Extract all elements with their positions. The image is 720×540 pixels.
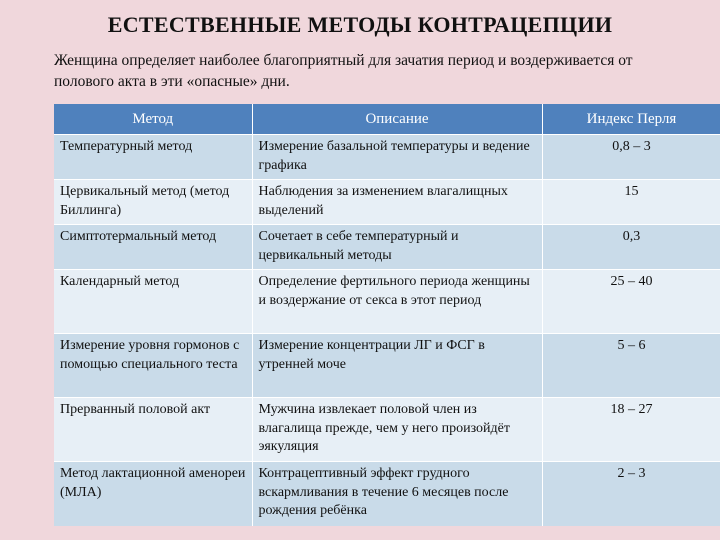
pearl-index-cell: 25 – 40 — [542, 270, 720, 334]
methods-table — [54, 104, 720, 526]
table-row — [54, 462, 720, 526]
description-cell: Сочетает в себе температурный и цервикальный методы — [252, 225, 542, 270]
header-description: Описание — [252, 104, 542, 135]
pearl-index-cell: 0,3 — [542, 225, 720, 270]
description-cell: Измерение концентрации ЛГ и ФСГ в утренней моче — [252, 334, 542, 398]
description-cell: Мужчина извлекает половой член из влагалища прежде, чем у него произойдёт эякуляция — [252, 398, 542, 462]
description-cell: Контрацептивный эффект грудного вскармливания в течение 6 месяцев после рождения ребёнка — [252, 462, 542, 526]
table-row — [54, 180, 720, 225]
pearl-index-cell: 0,8 – 3 — [542, 135, 720, 180]
table-row — [54, 225, 720, 270]
method-cell: Метод лактационной аменореи (МЛА) — [54, 462, 252, 526]
table-row — [54, 398, 720, 462]
method-cell: Симптотермальный метод — [54, 225, 252, 270]
table-row — [54, 334, 720, 398]
method-cell: Измерение уровня гормонов с помощью специального теста — [54, 334, 252, 398]
page-title: ЕСТЕСТВЕННЫЕ МЕТОДЫ КОНТРАЦЕПЦИИ — [107, 12, 613, 37]
table-header-row — [54, 104, 720, 135]
table-row — [54, 270, 720, 334]
pearl-index-cell: 18 – 27 — [542, 398, 720, 462]
description-cell: Определение фертильного периода женщины и воздержание от секса в этот период — [252, 270, 542, 334]
description-cell: Наблюдения за изменением влагалищных выделений — [252, 180, 542, 225]
description-cell: Измерение базальной температуры и ведение графика — [252, 135, 542, 180]
method-cell: Цервикальный метод (метод Биллинга) — [54, 180, 252, 225]
header-pearl-index: Индекс Перля — [542, 104, 720, 135]
method-cell: Прерванный половой акт — [54, 398, 252, 462]
method-cell: Температурный метод — [54, 135, 252, 180]
intro-text: Женщина определяет наиболее благоприятный для зачатия период и воздерживается от полового акта в эти «опасные» дни. — [54, 52, 633, 90]
table-row — [54, 135, 720, 180]
header-method: Метод — [54, 104, 252, 135]
method-cell: Календарный метод — [54, 270, 252, 334]
pearl-index-cell: 2 – 3 — [542, 462, 720, 526]
pearl-index-cell: 15 — [542, 180, 720, 225]
pearl-index-cell: 5 – 6 — [542, 334, 720, 398]
